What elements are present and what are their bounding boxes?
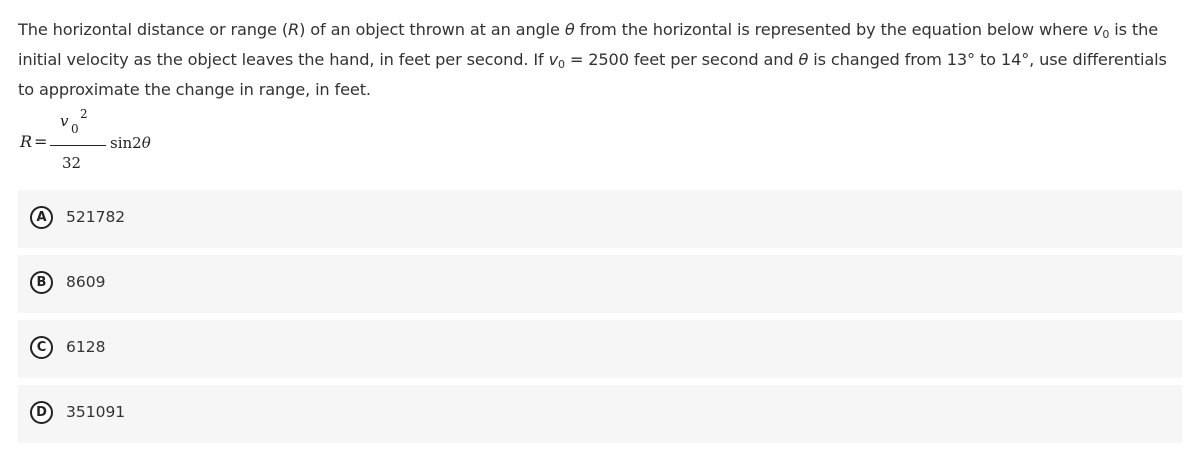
option-c[interactable] bbox=[18, 320, 1182, 378]
velocity-variable-2: v bbox=[548, 50, 558, 69]
question-part-4: is the initial velocity as the object leaves the hand, in feet per second. If bbox=[18, 20, 1159, 69]
question-part-2: ) of an object thrown at an angle bbox=[299, 20, 565, 39]
formula-theta: θ bbox=[141, 134, 151, 152]
option-c-letter-badge: C bbox=[30, 336, 53, 359]
question-part-1: The horizontal distance or range ( bbox=[18, 20, 289, 39]
formula-sine-term bbox=[110, 134, 151, 152]
option-b-letter-badge: B bbox=[30, 271, 53, 294]
formula-equals: = bbox=[34, 132, 48, 151]
formula-numerator-subscript: 0 bbox=[71, 122, 79, 136]
answer-options bbox=[18, 190, 1182, 450]
formula-lhs: R bbox=[20, 132, 33, 151]
option-b[interactable] bbox=[18, 255, 1182, 313]
theta-symbol-2: θ bbox=[798, 50, 809, 69]
formula-sin-label: sin2 bbox=[110, 134, 142, 152]
theta-symbol: θ bbox=[564, 20, 575, 39]
option-a-letter-badge: A bbox=[30, 206, 53, 229]
option-b-value: 8609 bbox=[66, 273, 106, 291]
range-variable: R bbox=[288, 20, 300, 39]
question-part-6: is changed from 13° to 14°, use differentials to approximate the change in range, in feet. bbox=[18, 50, 1167, 99]
velocity-subscript: 0 bbox=[1102, 28, 1110, 41]
formula-numerator-exponent: 2 bbox=[80, 107, 88, 121]
formula-numerator-variable: v bbox=[60, 112, 69, 130]
option-c-value: 6128 bbox=[66, 338, 106, 356]
question-part-5: = 2500 feet per second and bbox=[564, 50, 799, 69]
range-formula bbox=[18, 107, 218, 180]
option-a-value: 521782 bbox=[66, 208, 126, 226]
formula-denominator: 32 bbox=[62, 154, 82, 172]
question-text bbox=[18, 15, 1178, 105]
question-part-3: from the horizontal is represented by the equation below where bbox=[574, 20, 1093, 39]
velocity-subscript-2: 0 bbox=[558, 58, 565, 71]
fraction-bar bbox=[50, 145, 106, 146]
option-a[interactable] bbox=[18, 190, 1182, 248]
option-d-letter-badge: D bbox=[30, 401, 53, 424]
option-d-value: 351091 bbox=[66, 403, 126, 421]
velocity-variable: v bbox=[1092, 20, 1103, 39]
option-d[interactable] bbox=[18, 385, 1182, 443]
